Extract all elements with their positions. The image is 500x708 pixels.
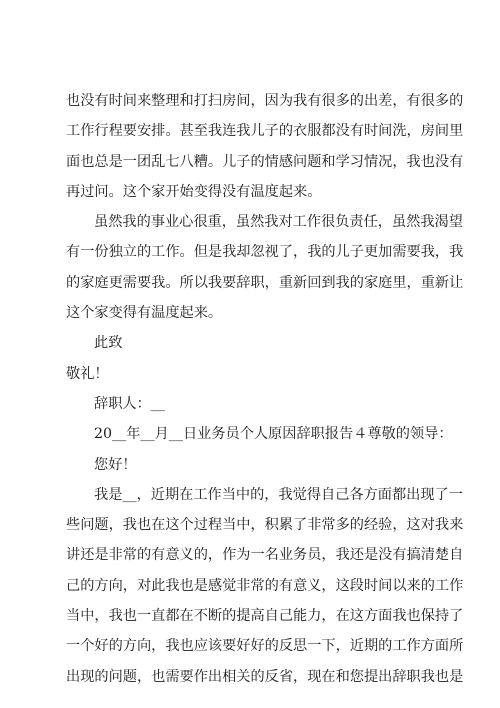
signature-line: [66, 389, 456, 419]
paragraph-2: [66, 207, 464, 328]
text-line: 虽然我的事业心很重，虽然我对工作很负责任，虽然我渴望: [94, 214, 463, 231]
text-line: 这个家变得有温度起来。: [66, 305, 223, 322]
paragraph-3: [66, 480, 464, 692]
text-line: 当中，我也一直都在不断的提高自己能力，在这方面我也保持了: [66, 608, 464, 625]
date-and-next-heading: [66, 419, 456, 449]
greeting: [66, 450, 456, 480]
document-body: [66, 86, 464, 692]
text-line: 您好！: [94, 456, 137, 473]
text-line: 20__年__月__日业务员个人原因辞职报告４尊敬的领导：: [94, 426, 453, 443]
text-line: 些问题，我也在这个过程当中，积累了非常多的经验，这对我来: [66, 517, 464, 534]
text-line: 己的方向，对此我也是感觉非常的有意义，这段时间以来的工作: [66, 577, 464, 594]
text-line: 敬礼！: [66, 365, 109, 382]
text-line: 一个好的方向，我也应该要好好的反思一下，近期的工作方面所: [66, 638, 464, 655]
text-line: 辞职人：__: [94, 395, 165, 412]
text-line: 此致: [94, 335, 123, 352]
text-line: 工作行程要安排。甚至我连我儿子的衣服都没有时间洗，房间里: [66, 123, 464, 140]
text-line: 我是__，近期在工作当中的，我觉得自己各方面都出现了一: [94, 486, 463, 503]
text-line: 出现的问题，也需要作出相关的反省，现在和您提出辞职我也是: [66, 668, 464, 685]
text-line: 再过问。这个家开始变得没有温度起来。: [66, 183, 322, 200]
text-line: 的家庭更需要我。所以我要辞职，重新回到我的家庭里，重新让: [66, 274, 464, 291]
text-line: 也没有时间来整理和打扫房间，因为我有很多的出差，有很多的: [66, 93, 464, 109]
text-line: 有一份独立的工作。但是我却忽视了，我的儿子更加需要我，我: [66, 244, 464, 261]
closing-phrase: [66, 328, 456, 358]
text-line: 面也总是一团乱七八糟。儿子的情感问题和学习情况，我也没有: [66, 153, 464, 170]
paragraph-1: [66, 86, 464, 207]
salutation: [66, 359, 456, 389]
text-line: 讲还是非常的有意义的，作为一名业务员，我还是没有搞清楚自: [66, 547, 464, 564]
